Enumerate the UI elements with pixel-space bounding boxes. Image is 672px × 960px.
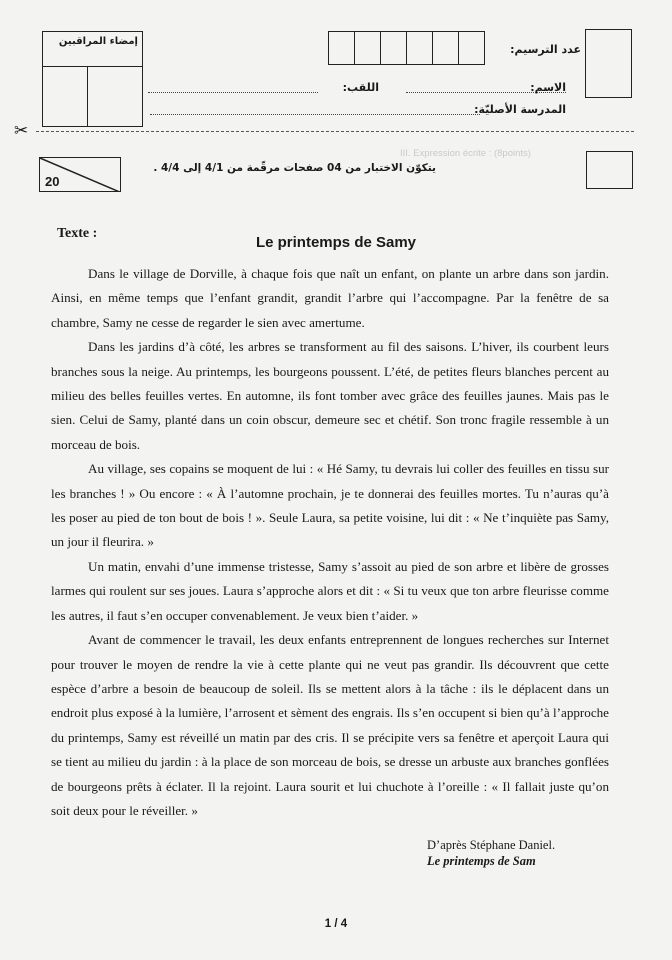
registration-label: عدد الترسيم: — [510, 43, 581, 56]
cut-line — [36, 131, 634, 132]
reverse-show-through: III. Expression écrite : (8points) — [400, 148, 531, 159]
source-author: D’après Stéphane Daniel. — [427, 838, 556, 852]
registration-cell[interactable] — [458, 31, 485, 65]
corner-box — [586, 151, 633, 189]
school-field[interactable] — [150, 114, 480, 115]
code-box — [585, 29, 632, 98]
school-label: المدرسة الأصليّة: — [474, 103, 566, 116]
signature-box — [42, 31, 143, 127]
scissors-icon: ✂ — [14, 121, 29, 141]
paragraph: Un matin, envahi d’une immense tristesse, Samy s’assoit au pied de son arbre et libère de grosses larmes qui roulent sur ses joues. Laura s’approche alors et dit : « Si tu veux que ton arbre fleurisse comme les autres, il faut s’en occuper convenablement. Je veux bien t’aider. » — [51, 558, 609, 623]
name-label: الاسم: — [530, 81, 566, 94]
source-book: Le printemps de Sam — [427, 854, 536, 868]
page-number: 1 / 4 — [324, 918, 348, 930]
surname-field[interactable] — [148, 92, 318, 93]
surname-label: اللقب: — [342, 81, 379, 94]
score-max: 20 — [45, 174, 60, 189]
text-title: Le printemps de Samy — [255, 234, 417, 251]
score-box — [39, 157, 121, 192]
registration-cell[interactable] — [328, 31, 355, 65]
name-field[interactable] — [406, 92, 566, 93]
paragraph: Dans le village de Dorville, à chaque fois que naît un enfant, on plante un arbre dans son jardin. Ainsi, en même temps que l’enfant grandit, grandit l’arbre qui l’accompagne. Par la fenêtre de sa chambre, Samy ne cesse de regarder le sien avec amertume. — [51, 266, 609, 330]
registration-cell[interactable] — [432, 31, 459, 65]
signature-label: إمضاء المراقبين — [58, 36, 138, 47]
registration-cell[interactable] — [354, 31, 381, 65]
paragraph: Au village, ses copains se moquent de lui : « Hé Samy, tu devrais lui coller des feuilles en tissu sur les branches ! » Ou encore : « À l’automne prochain, je te donnerai des feuilles mortes. Tu n’auras qu’à les poser au pied de ton bout de bois ! ». Seule Laura, sa petite voisine, lui dit : « Ne t’inquiète pas Samy, un jour il fleurira. » — [51, 461, 609, 550]
registration-cell[interactable] — [380, 31, 407, 65]
paragraph: Avant de commencer le travail, les deux enfants entreprennent de longues recherches sur Internet pour trouver le moyen de rendre la vie à cette plante qui ne veut pas grandir. Ils découvrent que cette espèce d’arbre a besoin de beaucoup de soleil. Ils se mettent alors à la tâche : ils le déplacent dans un endroit plus exposé à la lumière, l’arrosent et sèment des engrais. Ils s’en occupent si bien qu’à l’approche du printemps, Samy est réveillé un matin par des cris. Il se précipite vers sa fenêtre et aperçoit Laura qui se tient au milieu du jardin : à la place de son morceau de bois, se dresse un arbuste aux branches gonflées de bourgeons prêts à éclater. Il la rejoint. Laura sourit et lui chuchote à l’oreille : « Il fallait juste qu’on soit deux pour le réveiller. » — [51, 632, 609, 818]
source-attribution — [427, 837, 555, 869]
texte-label: Texte : — [57, 226, 98, 241]
pages-note: يتكوّن الاختبار من 04 صفحات مرقّمة من 4/1 إلى 4/4 . — [153, 162, 436, 174]
text-body — [51, 262, 609, 823]
paragraph: Dans les jardins d’à côté, les arbres se transforment au fil des saisons. L’hiver, ils courbent leurs branches sous la neige. Au printemps, les bourgeons poussent. L’été, de petites fleurs blanches percent au milieu des belles feuilles vertes. En automne, ils font tomber avec grâce des feuilles jaunes. Mais pas le sien. Celui de Samy, planté dans un coin obscur, demeure sec et chétif. Son tronc fragile ressemble à un morceau de bois. — [51, 339, 609, 452]
registration-cell[interactable] — [406, 31, 433, 65]
